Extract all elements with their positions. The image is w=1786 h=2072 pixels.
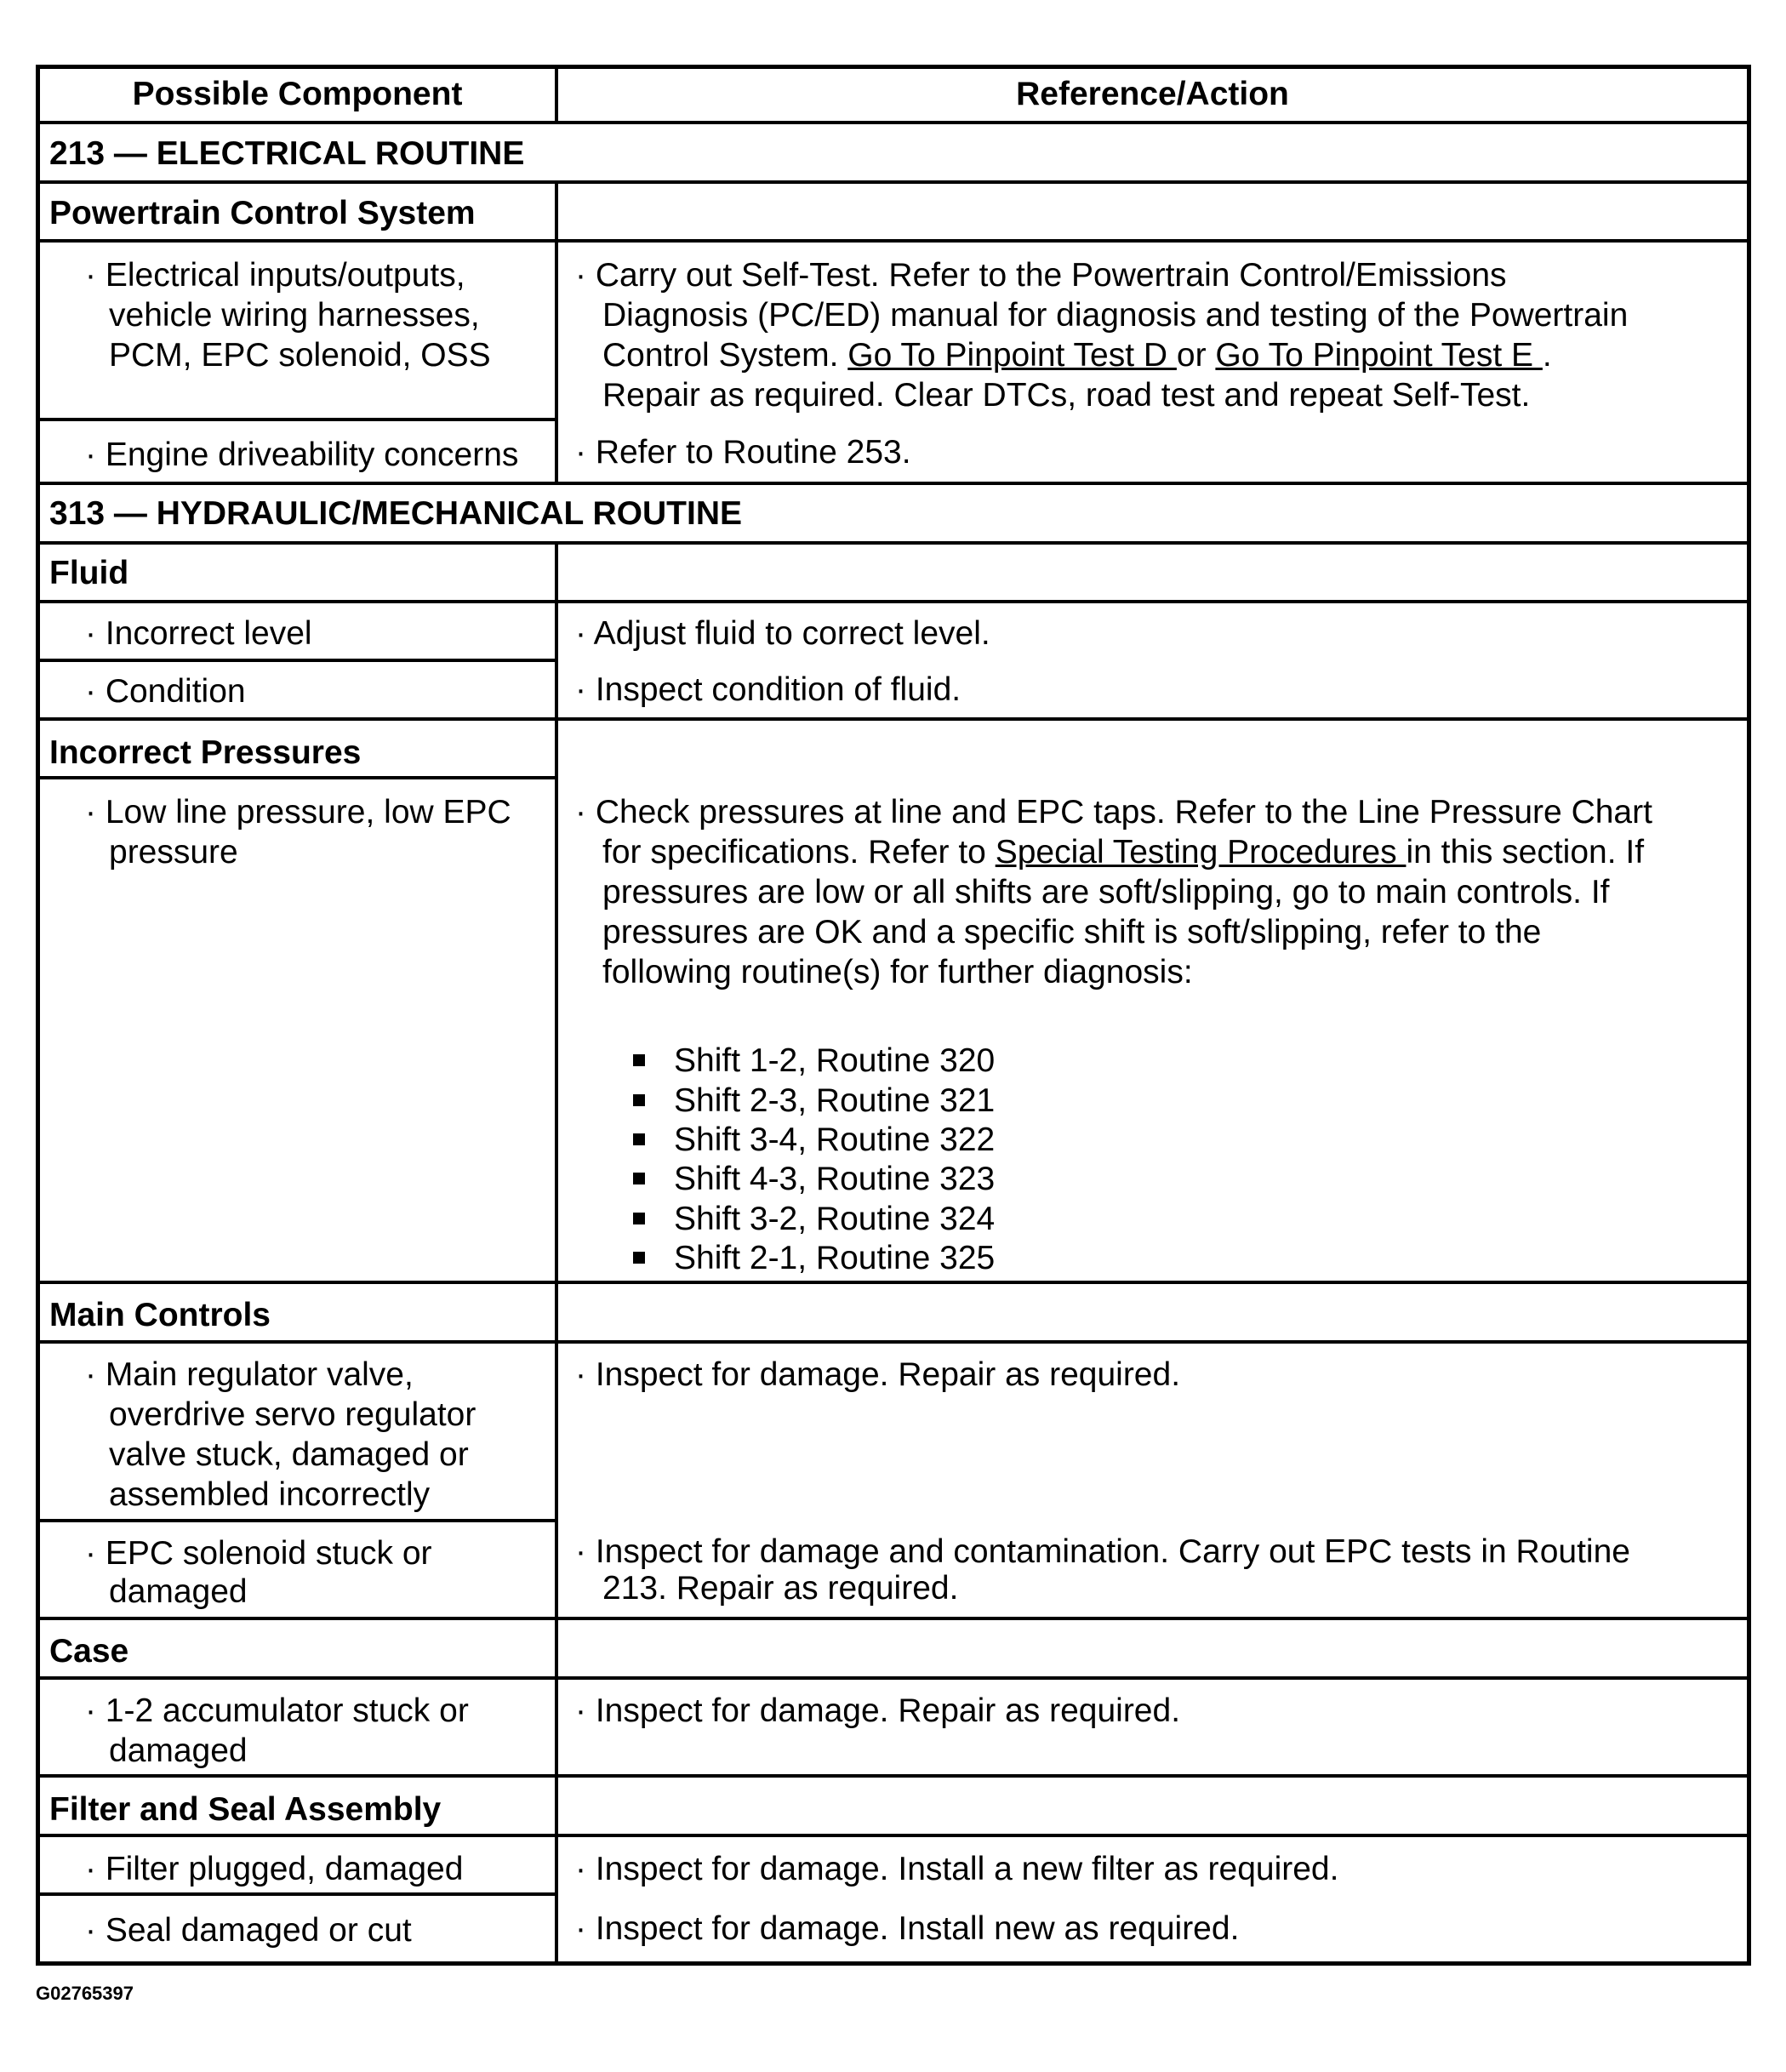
component-accumulator-1: · 1-2 accumulator stuck or (85, 1692, 469, 1729)
component-seal: · Seal damaged or cut (85, 1912, 412, 1949)
special-testing-procedures-link[interactable]: Special Testing Procedures (995, 834, 1407, 870)
row-divider (36, 180, 1751, 184)
routine-item (633, 1041, 995, 1081)
row-divider (36, 239, 1751, 243)
pinpoint-test-e-link[interactable]: Go To Pinpoint Test E (1215, 337, 1543, 374)
row-divider (36, 482, 1751, 485)
action-filter: · Inspect for damage. Install a new filter as required. (575, 1851, 1339, 1887)
routine-label: Shift 3-2, Routine 324 (674, 1201, 996, 1237)
routine-item (633, 1120, 995, 1160)
action-low-pressure-5: following routine(s) for further diagnosis: (602, 954, 1193, 990)
group-filter-seal: Filter and Seal Assembly (49, 1791, 442, 1828)
group-main-controls: Main Controls (49, 1297, 271, 1333)
column-divider (555, 180, 558, 483)
action-seal: · Inspect for damage. Install new as required. (575, 1910, 1240, 1947)
routine-item (633, 1199, 995, 1239)
section-electrical: 213 — ELECTRICAL ROUTINE (49, 135, 525, 172)
routine-item (633, 1238, 995, 1278)
pinpoint-test-d-link[interactable]: Go To Pinpoint Test D (847, 337, 1177, 374)
row-divider (36, 121, 1751, 124)
group-pressures: Incorrect Pressures (49, 734, 362, 771)
action-text: Control System. (602, 337, 848, 374)
component-electrical-io-2: vehicle wiring harnesses, (109, 297, 480, 334)
row-divider (36, 1676, 1751, 1680)
component-engine: · Engine driveability concerns (85, 437, 519, 473)
bullet-square-icon (633, 1054, 645, 1066)
row-divider (36, 418, 556, 421)
bullet-square-icon (633, 1213, 645, 1224)
action-text: . (1542, 337, 1552, 374)
routine-label: Shift 1-2, Routine 320 (674, 1042, 996, 1079)
section-hydraulic: 313 — HYDRAULIC/MECHANICAL ROUTINE (49, 495, 743, 532)
component-low-pressure-1: · Low line pressure, low EPC (85, 794, 511, 831)
component-low-pressure-2: pressure (109, 834, 238, 870)
row-divider (36, 1281, 1751, 1284)
routine-item (633, 1081, 995, 1121)
component-incorrect-level: · Incorrect level (85, 615, 312, 652)
row-divider (36, 1617, 1751, 1620)
bullet-square-icon (633, 1094, 645, 1106)
bullet-square-icon (633, 1133, 645, 1145)
row-divider (36, 1774, 1751, 1778)
component-condition: · Condition (85, 673, 246, 710)
component-epc-solenoid-1: · EPC solenoid stuck or (85, 1535, 432, 1572)
header-component: Possible Component (132, 76, 463, 112)
column-divider (555, 541, 558, 1966)
group-fluid: Fluid (49, 555, 129, 591)
routine-label: Shift 3-4, Routine 322 (674, 1122, 996, 1158)
bullet-square-icon (633, 1173, 645, 1184)
action-low-pressure-1: · Check pressures at line and EPC taps. Refer to the Line Pressure Chart (575, 794, 1652, 831)
action-incorrect-level: · Adjust fluid to correct level. (575, 615, 990, 652)
action-epc-solenoid-2: 213. Repair as required. (602, 1570, 959, 1607)
action-low-pressure-4: pressures are OK and a specific shift is soft/slipping, refer to the (602, 914, 1542, 950)
component-main-regulator-4: assembled incorrectly (109, 1476, 431, 1513)
row-divider (36, 1892, 556, 1896)
action-electrical-io-2: Diagnosis (PC/ED) manual for diagnosis and testing of the Powertrain (602, 297, 1629, 334)
action-text: or (1176, 337, 1216, 374)
row-divider (36, 776, 556, 779)
action-engine: · Refer to Routine 253. (575, 434, 911, 471)
action-main-regulator: · Inspect for damage. Repair as required. (575, 1356, 1181, 1393)
component-electrical-io-1: · Electrical inputs/outputs, (85, 257, 465, 294)
action-electrical-io-3 (602, 335, 1552, 375)
action-low-pressure-3: pressures are low or all shifts are soft/slipping, go to main controls. If (602, 874, 1610, 910)
component-accumulator-2: damaged (109, 1732, 248, 1769)
component-main-regulator-3: valve stuck, damaged or (109, 1436, 469, 1473)
action-electrical-io-4: Repair as required. Clear DTCs, road test and repeat Self-Test. (602, 377, 1531, 414)
action-electrical-io-1: · Carry out Self-Test. Refer to the Powertrain Control/Emissions (575, 257, 1507, 294)
figure-id: G02765397 (36, 1983, 134, 2004)
action-accumulator: · Inspect for damage. Repair as required. (575, 1692, 1181, 1729)
action-epc-solenoid-1: · Inspect for damage and contamination. Carry out EPC tests in Routine (575, 1533, 1630, 1570)
routine-label: Shift 2-1, Routine 325 (674, 1240, 996, 1276)
row-divider (36, 659, 556, 662)
action-text: in this section. If (1406, 834, 1645, 870)
row-divider (36, 1340, 1751, 1344)
component-main-regulator-1: · Main regulator valve, (85, 1356, 414, 1393)
component-filter: · Filter plugged, damaged (85, 1851, 464, 1887)
row-divider (36, 1519, 556, 1522)
row-divider (36, 717, 1751, 721)
routine-label: Shift 2-3, Routine 321 (674, 1082, 996, 1119)
action-low-pressure-2 (602, 832, 1644, 872)
action-text: for specifications. Refer to (602, 834, 996, 870)
row-divider (36, 1834, 1751, 1837)
group-powertrain: Powertrain Control System (49, 195, 476, 231)
routine-label: Shift 4-3, Routine 323 (674, 1161, 996, 1197)
group-case: Case (49, 1633, 129, 1670)
bullet-square-icon (633, 1252, 645, 1264)
component-epc-solenoid-2: damaged (109, 1573, 248, 1610)
action-condition: · Inspect condition of fluid. (575, 671, 961, 708)
routine-item (633, 1159, 995, 1199)
row-divider (36, 541, 1751, 545)
row-divider (36, 600, 1751, 603)
component-main-regulator-2: overdrive servo regulator (109, 1396, 476, 1433)
header-action: Reference/Action (1016, 76, 1289, 112)
component-electrical-io-3: PCM, EPC solenoid, OSS (109, 337, 491, 374)
